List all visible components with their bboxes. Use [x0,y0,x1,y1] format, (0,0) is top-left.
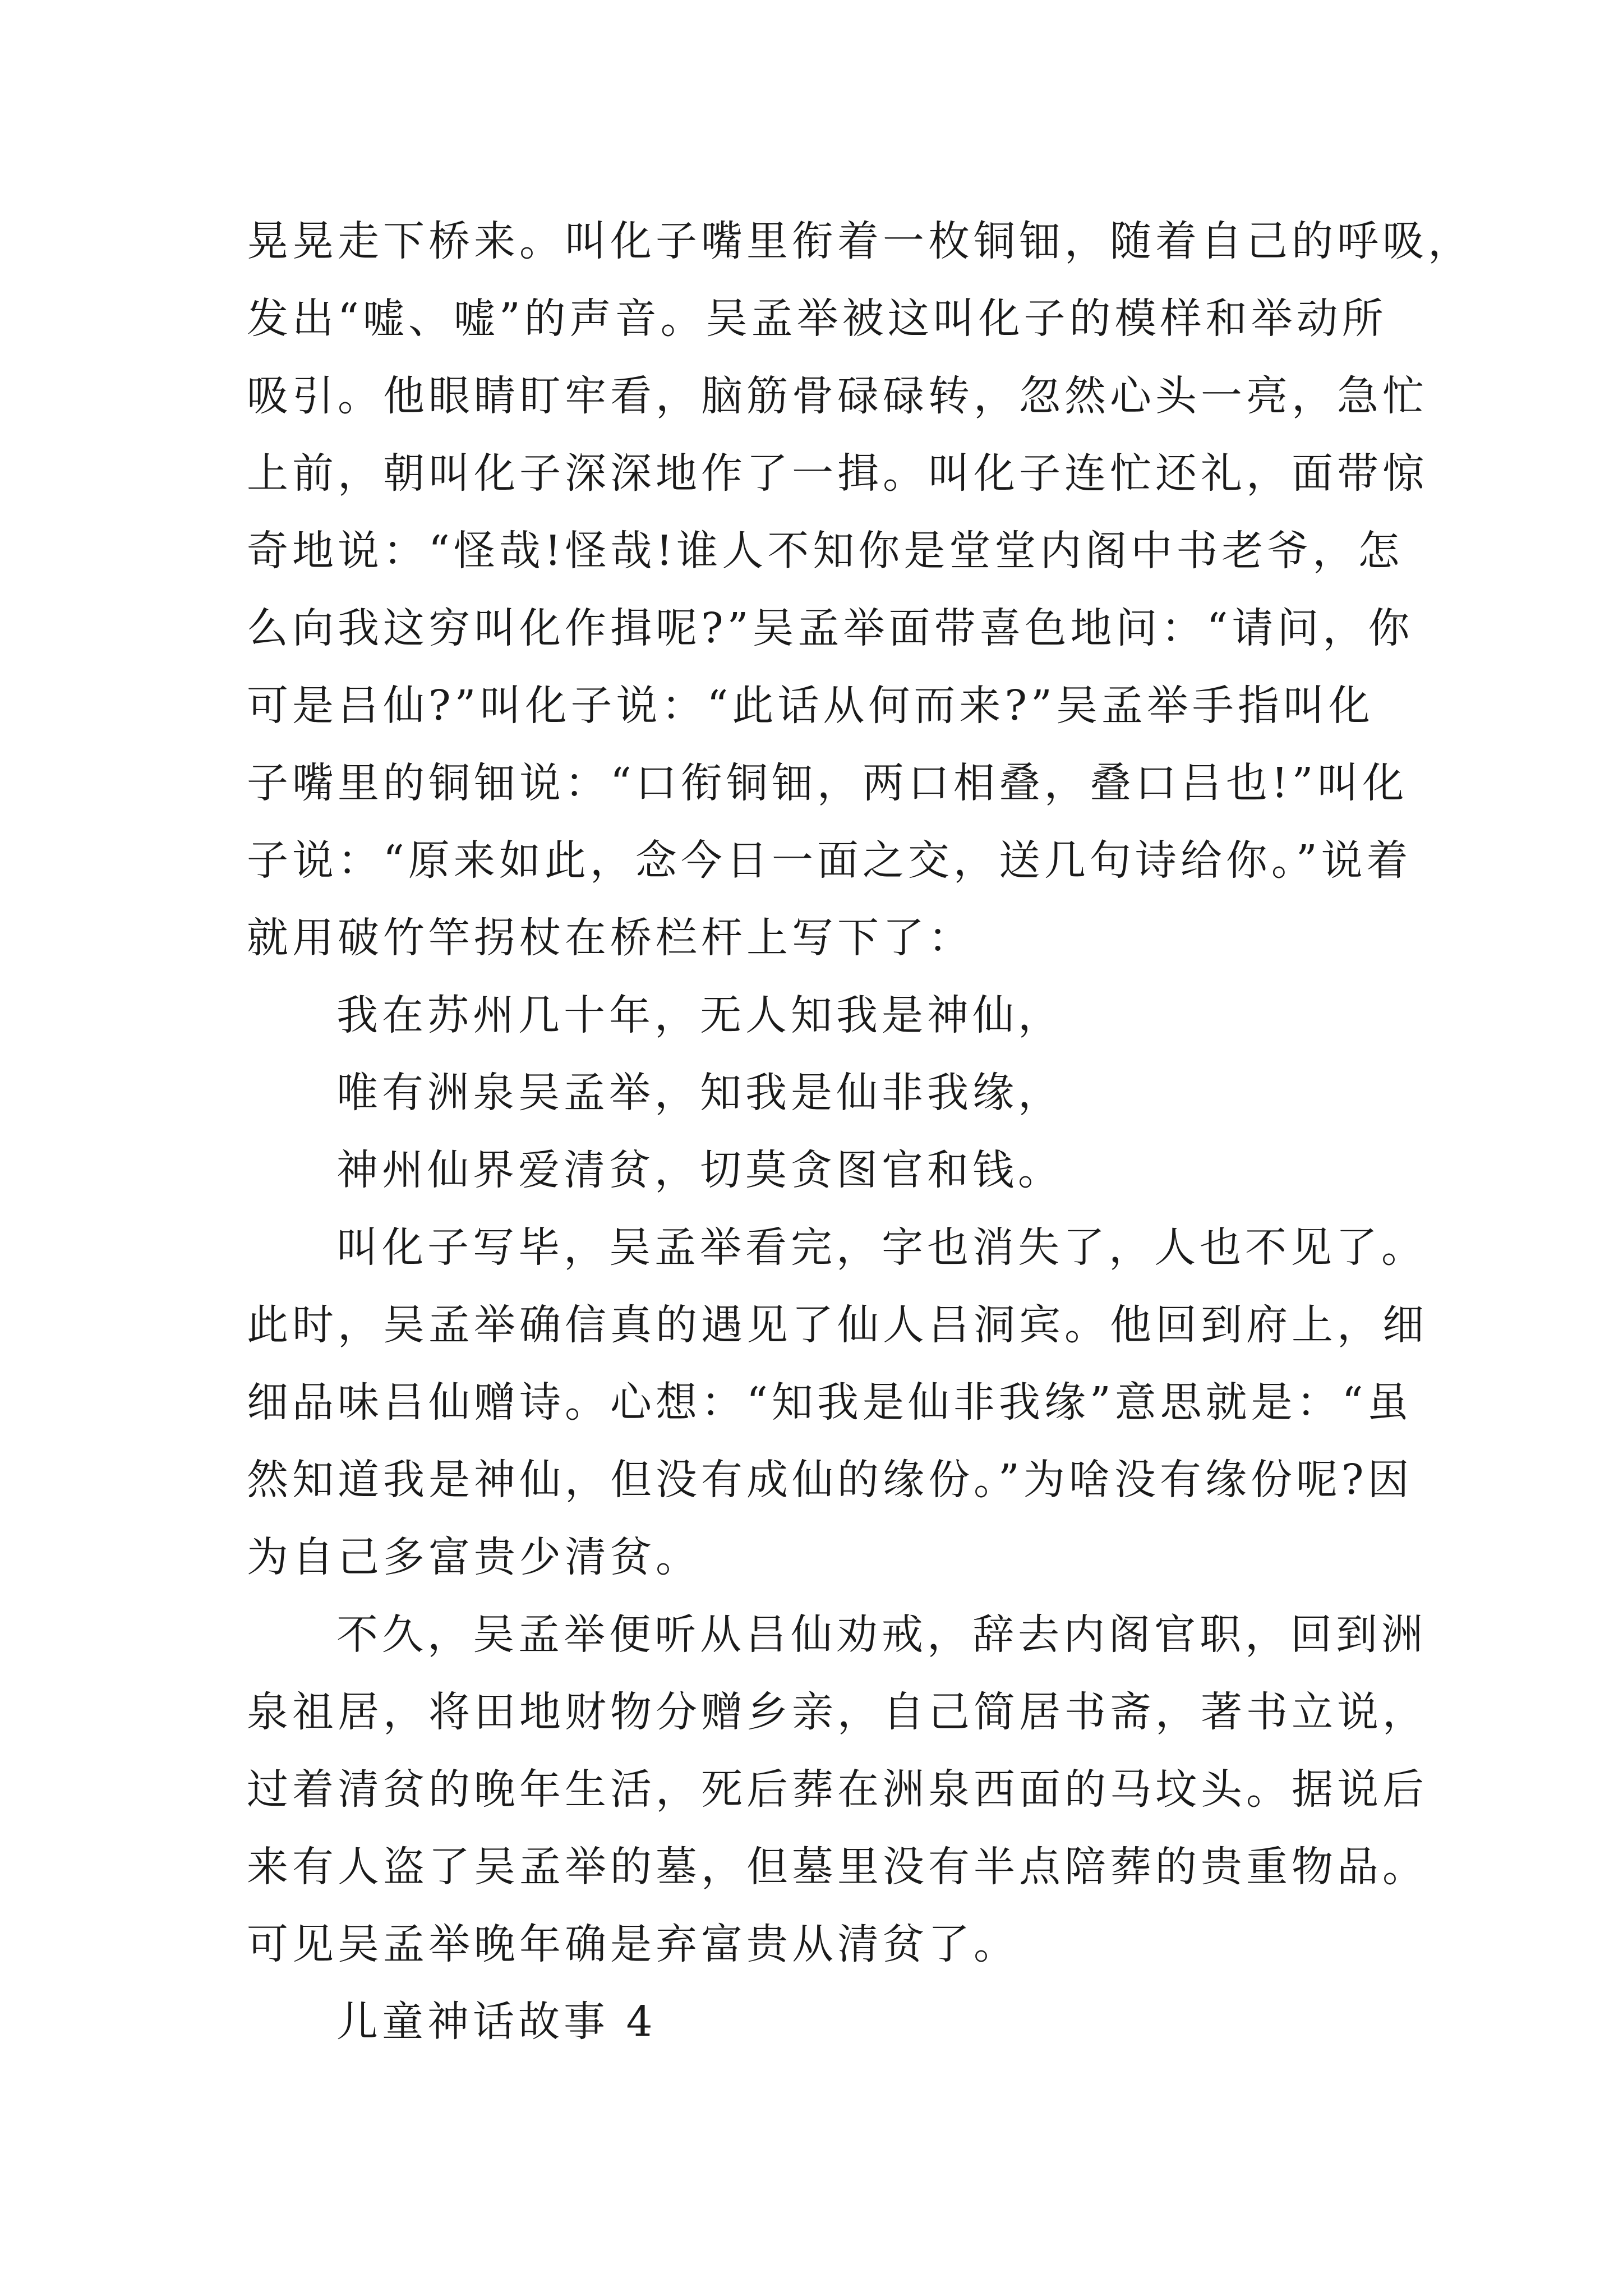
text-line: 吸引。他眼睛盯牢看，脑筋骨碌碌转，忽然心头一亮，急忙 [247,372,1428,420]
text-line: 可是吕仙?”叫化子说：“此话从何而来?”吴孟举手指叫化 [247,682,1374,730]
text-line: 来有人盗了吴孟举的墓，但墓里没有半点陪葬的贵重物品。 [247,1843,1428,1891]
text-line: 就用破竹竿拐杖在桥栏杆上写下了： [247,914,974,962]
text-line: 发出“嘘、嘘”的声音。吴孟举被这叫化子的模样和举动所 [247,295,1387,343]
text-line: 子嘴里的铜钿说：“口衔铜钿，两口相叠，叠口吕也!”叫化 [247,759,1408,807]
paragraph-first-line: 叫化子写毕，吴孟举看完，字也消失了，人也不见了。 [336,1223,1427,1272]
text-line: 此时，吴孟举确信真的遇见了仙人吕洞宾。他回到府上，细 [247,1301,1428,1349]
text-line: 泉祖居，将田地财物分赠乡亲，自己简居书斋，著书立说， [247,1688,1428,1736]
text-line: 细品味吕仙赠诗。心想：“知我是仙非我缘”意思就是：“虽 [247,1378,1413,1427]
text-line: 晃晃走下桥来。叫化子嘴里衔着一枚铜钿，随着自己的呼吸， [247,217,1473,265]
poem-line: 神州仙界爱清贫，切莫贪图官和钱。 [336,1146,1063,1194]
poem-line: 我在苏州几十年，无人知我是神仙， [336,991,1063,1039]
text-line: 上前，朝叫化子深深地作了一揖。叫化子连忙还礼，面带惊 [247,449,1428,498]
text-line: 可见吴孟举晚年确是弃富贵从清贫了。 [247,1920,1019,1968]
text-line: 然知道我是神仙，但没有成仙的缘份。”为啥没有缘份呢?因 [247,1456,1413,1504]
section-heading: 儿童神话故事 4 [336,1998,657,2046]
text-line: 为自己多富贵少清贫。 [247,1533,701,1581]
paragraph-first-line: 不久，吴孟举便听从吕仙劝戒，辞去内阁官职，回到洲 [336,1611,1427,1659]
text-line: 么向我这穷叫化作揖呢?”吴孟举面带喜色地问：“请问，你 [247,604,1414,652]
text-line: 奇地说：“怪哉!怪哉!谁人不知你是堂堂内阁中书老爷，怎 [247,527,1404,575]
text-line: 子说：“原来如此，念今日一面之交，送几句诗给你。”说着 [247,836,1412,885]
poem-line: 唯有洲泉吴孟举，知我是仙非我缘， [336,1069,1063,1117]
text-line: 过着清贫的晚年生活，死后葬在洲泉西面的马坟头。据说后 [247,1765,1428,1814]
